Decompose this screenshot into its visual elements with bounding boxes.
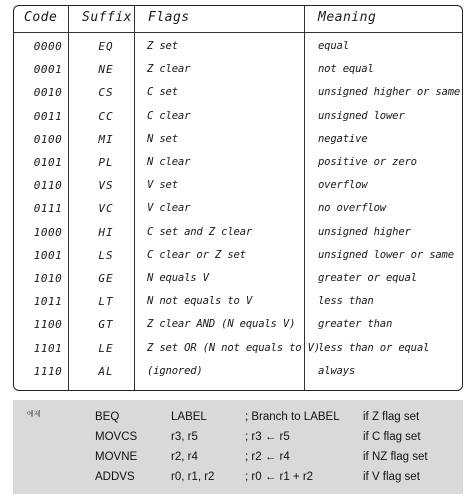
- condition-cell: if C flag set: [363, 431, 421, 443]
- table-row: [14, 360, 462, 383]
- suffix-cell: CS: [98, 86, 114, 100]
- suffix-cell: GE: [98, 272, 114, 285]
- operands-cell: r3, r5: [171, 431, 198, 443]
- table-row: [14, 128, 462, 151]
- flags-cell: Z clear AND (N equals V): [147, 318, 296, 331]
- meaning-cell: unsigned lower or same: [318, 248, 454, 261]
- meaning-cell: unsigned higher or same: [318, 86, 461, 99]
- code-cell: 1010: [33, 272, 63, 285]
- flags-cell: Z clear: [147, 63, 191, 76]
- table-row: [14, 290, 462, 313]
- flags-cell: C set and Z clear: [147, 225, 253, 238]
- flags-cell: V clear: [147, 202, 191, 215]
- table-row: [14, 58, 462, 81]
- operands-cell: r0, r1, r2: [171, 471, 215, 483]
- condition-code-table: [13, 5, 463, 391]
- flags-cell: N clear: [147, 156, 191, 168]
- instruction-cell: MOVNE: [95, 451, 138, 463]
- flags-cell: V set: [147, 179, 178, 192]
- meaning-cell: always: [318, 364, 356, 377]
- meaning-cell: overflow: [318, 179, 368, 192]
- meaning-cell: greater or equal: [318, 272, 417, 284]
- example-row: [13, 447, 463, 467]
- meaning-cell: greater than: [318, 318, 393, 331]
- suffix-cell: LS: [98, 248, 114, 262]
- flags-cell: N equals V: [147, 272, 209, 284]
- header-code: Code: [24, 10, 58, 25]
- suffix-cell: NE: [98, 63, 114, 77]
- example-row: [13, 467, 463, 487]
- table-row: [14, 313, 462, 336]
- code-cell: 0101: [33, 156, 63, 169]
- flags-cell: N set: [147, 132, 178, 145]
- flags-cell: C set: [147, 86, 178, 99]
- instruction-cell: BEQ: [95, 411, 120, 423]
- table-row: [14, 151, 462, 174]
- meaning-cell: not equal: [318, 63, 374, 76]
- comment-cell: ; r2 ← r4: [245, 451, 290, 463]
- instruction-cell: MOVCS: [95, 431, 138, 443]
- suffix-cell: EQ: [98, 40, 114, 53]
- code-cell: 1101: [33, 341, 63, 355]
- code-cell: 0110: [33, 179, 63, 193]
- meaning-cell: negative: [318, 132, 368, 145]
- meaning-cell: less than or equal: [318, 341, 430, 354]
- meaning-cell: unsigned higher: [318, 225, 411, 238]
- code-cell: 1100: [33, 318, 63, 332]
- code-cell: 0111: [33, 202, 63, 216]
- header-suffix: Suffix: [82, 10, 132, 25]
- code-cell: 0010: [33, 86, 63, 100]
- table-row: [14, 81, 462, 104]
- code-cell: 1000: [33, 225, 63, 239]
- operands-cell: r2, r4: [171, 451, 198, 463]
- example-row: [13, 407, 463, 427]
- table-row: [14, 35, 462, 58]
- header-divider: [14, 32, 462, 33]
- condition-cell: if NZ flag set: [363, 451, 428, 463]
- code-cell: 1110: [33, 364, 63, 378]
- example-panel: [13, 400, 463, 494]
- table-row: [14, 337, 462, 360]
- instruction-cell: ADDVS: [95, 471, 135, 483]
- table-row: [14, 174, 462, 197]
- example-row: [13, 427, 463, 447]
- suffix-cell: VC: [98, 202, 114, 216]
- suffix-cell: PL: [98, 156, 114, 169]
- code-cell: 0000: [33, 40, 63, 53]
- suffix-cell: VS: [98, 179, 114, 193]
- meaning-cell: unsigned lower: [318, 109, 405, 122]
- meaning-cell: equal: [318, 40, 349, 52]
- code-cell: 0001: [33, 63, 63, 77]
- meaning-cell: positive or zero: [318, 156, 417, 168]
- meaning-cell: less than: [318, 295, 374, 308]
- flags-cell: C clear or Z set: [147, 248, 246, 261]
- code-cell: 1001: [33, 248, 63, 262]
- example-label: 예제: [27, 410, 41, 418]
- comment-cell: ; r3 ← r5: [245, 431, 290, 443]
- operands-cell: LABEL: [171, 411, 207, 423]
- table-row: [14, 197, 462, 220]
- table-row: [14, 105, 462, 128]
- meaning-cell: no overflow: [318, 202, 386, 215]
- code-cell: 1011: [33, 295, 63, 309]
- header-flags: Flags: [148, 10, 190, 25]
- comment-cell: ; Branch to LABEL: [245, 411, 340, 423]
- comment-cell: ; r0 ← r1 + r2: [245, 471, 314, 483]
- suffix-cell: LT: [98, 295, 114, 309]
- table-row: [14, 221, 462, 244]
- flags-cell: N not equals to V: [147, 295, 253, 308]
- suffix-cell: HI: [98, 225, 114, 239]
- code-cell: 0100: [33, 132, 63, 146]
- suffix-cell: GT: [98, 318, 114, 332]
- flags-cell: Z set OR (N not equals to V): [147, 341, 320, 354]
- suffix-cell: AL: [98, 364, 114, 378]
- suffix-cell: MI: [98, 132, 114, 146]
- flags-cell: C clear: [147, 109, 191, 122]
- condition-cell: if V flag set: [363, 471, 420, 483]
- flags-cell: Z set: [147, 40, 178, 52]
- condition-cell: if Z flag set: [363, 411, 420, 423]
- table-row: [14, 267, 462, 290]
- code-cell: 0011: [33, 109, 63, 123]
- flags-cell: (ignored): [147, 364, 203, 377]
- suffix-cell: CC: [98, 109, 114, 123]
- table-row: [14, 244, 462, 267]
- suffix-cell: LE: [98, 341, 114, 355]
- header-meaning: Meaning: [318, 10, 377, 25]
